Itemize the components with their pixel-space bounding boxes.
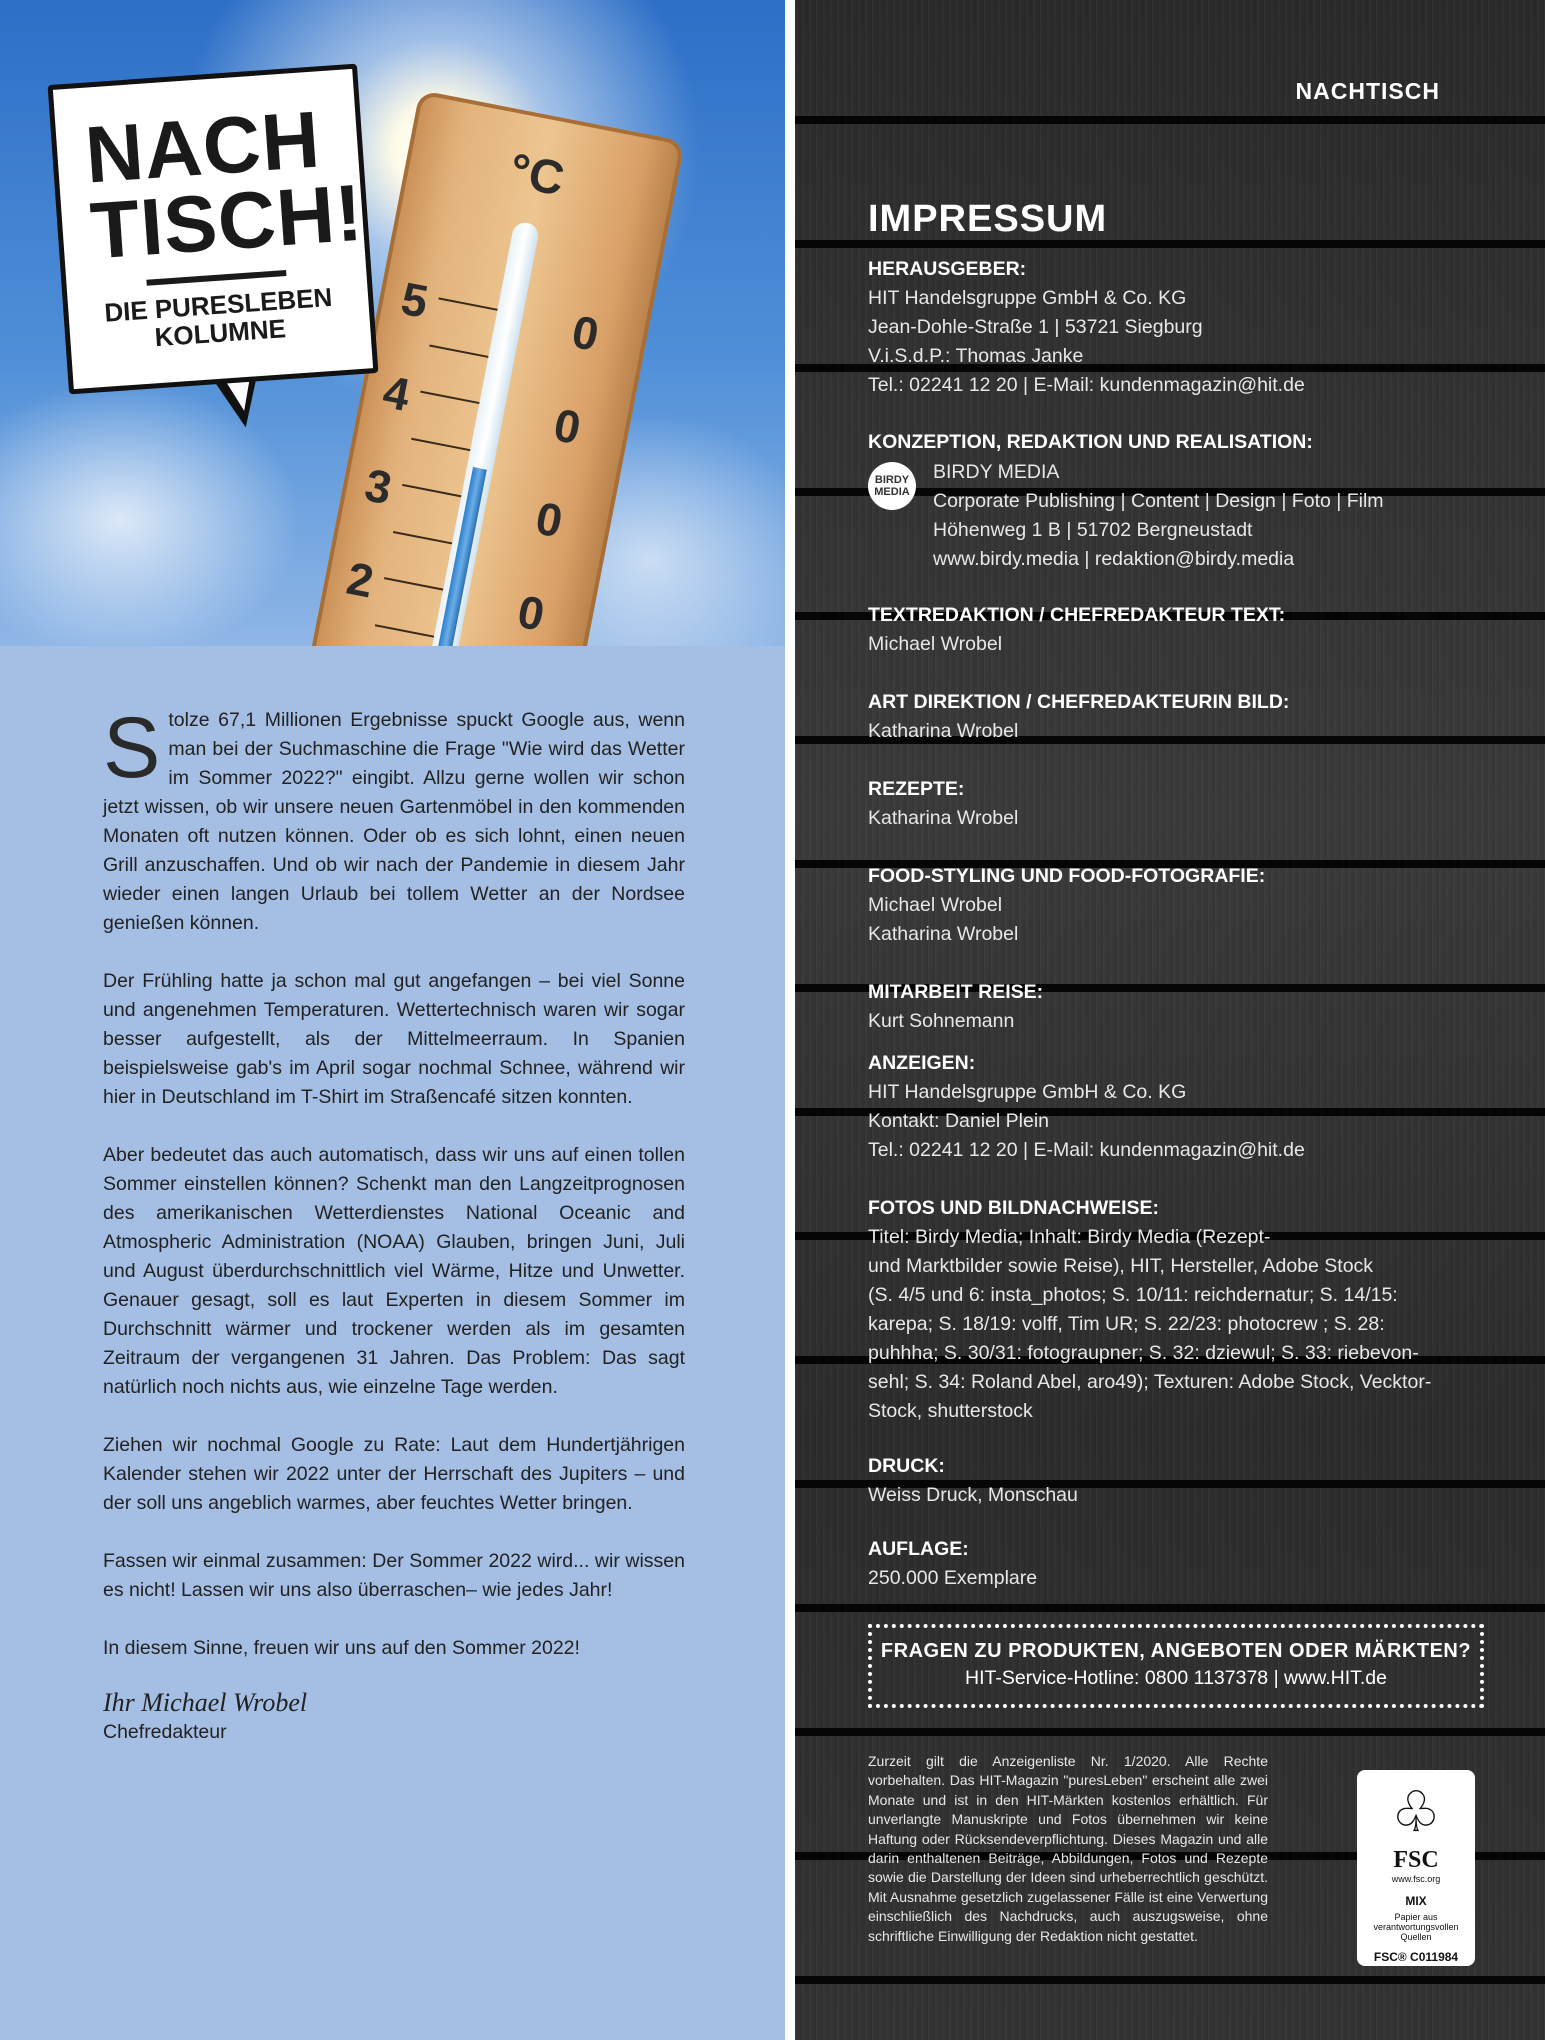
author-signature: Ihr Michael Wrobel [103,1688,308,1717]
scale-number: 0 [549,398,585,455]
publisher-block [868,255,1305,400]
impressum-page [795,0,1545,2040]
ads-line: HIT Handelsgruppe GmbH & Co. KG [868,1081,1187,1103]
ads-line: Tel.: 02241 12 20 | E-Mail: kundenmagazin@hit.de [868,1139,1305,1161]
photo-credits-heading: FOTOS UND BILDNACHWEISE: [868,1197,1160,1219]
concept-heading: KONZEPTION, REDAKTION UND REALISATION: [868,431,1313,453]
text-editor-heading: TEXTREDAKTION / CHEFREDAKTEUR TEXT: [868,604,1286,626]
article-paragraph: Aber bedeutet das auch automatisch, dass wir uns auf einen tollen Sommer einstellen können? Schenkt man den Langzeitprognosen des amerikanischen Wetterdienstes National Oceanic and Atmospheric Administration (NOAA) Glauben, bringen Juni, Juli und August überdurchschnittlich viel Wärme, Hitze und Unwetter. Genauer gesagt, soll es laut Experten in diesem Sommer im Durchschnitt wärmer und trockener werden als im gesamten Zeitraum der vergangenen 31 Jahren. Das Problem: Das sagt natürlich noch nichts aus, wie einzelne Tage werden. [103,1144,685,1398]
print-name: Weiss Druck, Monschau [868,1484,1078,1506]
photo-credits-line: Titel: Birdy Media; Inhalt: Birdy Media (Rezept- [868,1226,1271,1248]
photo-credits-line: (S. 4/5 und 6: insta_photos; S. 10/11: reichdernatur; S. 14/15: [868,1284,1398,1306]
circulation-block [868,1535,1037,1593]
print-block [868,1452,1078,1510]
service-hotline-box [868,1624,1484,1708]
publisher-line: Jean-Dohle-Straße 1 | 53721 Siegburg [868,316,1203,338]
art-direction-heading: ART DIREKTION / CHEFREDAKTEURIN BILD: [868,691,1290,713]
article-paragraph: In diesem Sinne, freuen wir uns auf den Sommer 2022! [103,1637,580,1659]
article-paragraph: Fassen wir einmal zusammen: Der Sommer 2022 wird... wir wissen es nicht! Lassen wir uns also überraschen– wie jedes Jahr! [103,1550,685,1601]
food-styling-block [868,862,1265,949]
photo-credits-block [868,1194,1431,1426]
fsc-mix: MIX [1405,1894,1427,1908]
scale-number: 3 [360,458,396,515]
hotline-text: HIT-Service-Hotline: 0800 1137378 | www.HIT.de [965,1667,1387,1689]
food-styling-name: Katharina Wrobel [868,923,1019,945]
scale-number: 0 [513,584,549,641]
concept-block [868,428,1313,457]
column-logo-title: NACH TISCH! [82,94,366,276]
circulation-heading: AUFLAGE: [868,1538,969,1560]
scale-tick [402,484,461,497]
scale-tick [438,297,497,310]
scale-number: 4 [379,365,415,422]
concept-line: www.birdy.media | redaktion@birdy.media [933,548,1295,570]
travel-name: Kurt Sohnemann [868,1010,1015,1032]
ads-line: Kontakt: Daniel Plein [868,1110,1050,1132]
publisher-line: Tel.: 02241 12 20 | E-Mail: kundenmagazin@hit.de [868,374,1305,396]
text-editor-name: Michael Wrobel [868,633,1003,655]
scale-tick [429,345,488,358]
recipes-heading: REZEPTE: [868,778,965,800]
fsc-name: FSC [1393,1847,1439,1873]
ads-heading: ANZEIGEN: [868,1052,976,1074]
concept-details [933,458,1384,574]
birdy-media-logo: BIRDY MEDIA [868,462,916,510]
publisher-heading: HERAUSGEBER: [868,258,1027,280]
impressum-title: IMPRESSUM [868,198,1108,240]
recipes-name: Katharina Wrobel [868,807,1019,829]
paragraph-text: tolze 67,1 Millionen Ergebnisse spuckt Google aus, wenn man bei der Suchmaschine die Frage "Wie wird das Wetter im Sommer 2022?" eingibt. Allzu gerne wollen wir schon jetzt wissen, ob wir unsere neuen Gartenmöbel in den kommenden Monaten oft nutzen können. Oder ob es sich lohnt, einen neuen Grill anzuschaffen. Und ob wir nach der Pandemie in diesem Jahr wieder einen langen Urlaub bei tollem Wetter an der Nordsee genießen können. [103,709,685,934]
art-direction-name: Katharina Wrobel [868,720,1019,742]
article-paragraph: Der Frühling hatte ja schon mal gut angefangen – bei viel Sonne und angenehmen Temperaturen. Wettertechnisch waren wir sogar besser aufgestellt, als der Mittelmeerraum. In Spanien beispielsweise gab's im April sogar nochmal Schnee, während wir hier in Deutschland im T-Shirt im Straßencafé sitzen konnten. [103,970,685,1108]
celsius-label: °C [505,144,569,207]
fsc-site: www.fsc.org [1391,1874,1441,1884]
drop-cap: S [103,700,161,796]
travel-heading: MITARBEIT REISE: [868,981,1044,1003]
food-styling-name: Michael Wrobel [868,894,1003,916]
concept-line: Corporate Publishing | Content | Design | Foto | Film [933,490,1384,512]
recipes-block [868,775,1018,833]
fsc-tree-icon: ♧ [1390,1780,1442,1845]
column-logo-subtitle: DIE PURESLEBEN KOLUMNE [103,281,334,353]
photo-credits-line: und Marktbilder sowie Reise), HIT, Hersteller, Adobe Stock [868,1255,1374,1277]
legal-notice: Zurzeit gilt die Anzeigenliste Nr. 1/2020. Alle Rechte vorbehalten. Das HIT-Magazin "puresLeben" erscheint alle zwei Monate und ist in den HIT-Märkten kostenlos erhältlich. Für unverlangte Manuskripte und Fotos übernehmen wir keine Haftung oder Rücksendeverpflichtung. Dieses Magazin und alle darin enthaltenen Beiträge, Abbildungen, Fotos und Rezepte sowie die Darstellung der Ideen sind urheberrechtlich geschützt. Mit Ausnahme gesetzlich zugelassener Fälle ist eine Verwertung einschließlich des Nachdrucks, auch auszugsweise, ohne schriftliche Einwilligung der Redaktion nicht gestattet. [868,1753,1268,1944]
circulation-value: 250.000 Exemplare [868,1567,1038,1589]
photo-credits-line: karepa; S. 18/19: volff, Tim UR; S. 22/23: photocrew ; S. 28: [868,1313,1385,1335]
fsc-paper: Papier aus verantwortungsvollen Quellen [1373,1912,1459,1942]
speech-bubble [48,64,379,395]
scale-number [324,644,359,646]
scale-tick [375,624,434,637]
logo-divider [146,270,286,286]
scale-number: 0 [531,491,567,548]
photo-credits-line: puhhha; S. 30/31: fotograupner; S. 32: dziewul; S. 33: riebevon- [868,1342,1419,1364]
print-heading: DRUCK: [868,1455,945,1477]
fsc-badge [1357,1770,1475,1966]
art-direction-block [868,688,1289,746]
concept-line: BIRDY MEDIA [933,461,1060,483]
fsc-code: FSC® C011984 [1373,1950,1459,1964]
article-paragraph: Ziehen wir nochmal Google zu Rate: Laut dem Hundertjährigen Kalender stehen wir 2022 unter der Herrschaft des Jupiters – und der soll uns angeblich warmes, aber feuchtes Wetter bringen. [103,1434,685,1514]
article-paragraph [103,700,685,938]
hotline-question: FRAGEN ZU PRODUKTEN, ANGEBOTEN ODER MÄRKTEN? [880,1640,1472,1662]
text-editor-block [868,601,1285,659]
photo-credits-line: Stock, shutterstock [868,1400,1033,1422]
travel-block [868,978,1043,1036]
scale-tick [384,577,443,590]
scale-tick [393,531,452,544]
concept-line: Höhenweg 1 B | 51702 Bergneustadt [933,519,1253,541]
column-article [103,700,685,1776]
photo-credits-line: sehl; S. 34: Roland Abel, aro49); Texturen: Adobe Stock, Vecktor- [868,1371,1432,1393]
scale-number: 2 [342,551,378,608]
section-label: NACHTISCH [1295,78,1440,104]
scale-number: 0 [567,305,603,362]
ads-block [868,1049,1305,1165]
publisher-line: HIT Handelsgruppe GmbH & Co. KG [868,287,1187,309]
food-styling-heading: FOOD-STYLING UND FOOD-FOTOGRAFIE: [868,865,1266,887]
scale-number: 5 [397,271,433,328]
scale-tick [411,438,470,451]
scale-tick [420,391,479,404]
thermometer-photo [0,0,785,646]
author-role: Chefredakteur [103,1721,227,1743]
publisher-line: V.i.S.d.P.: Thomas Janke [868,345,1084,367]
